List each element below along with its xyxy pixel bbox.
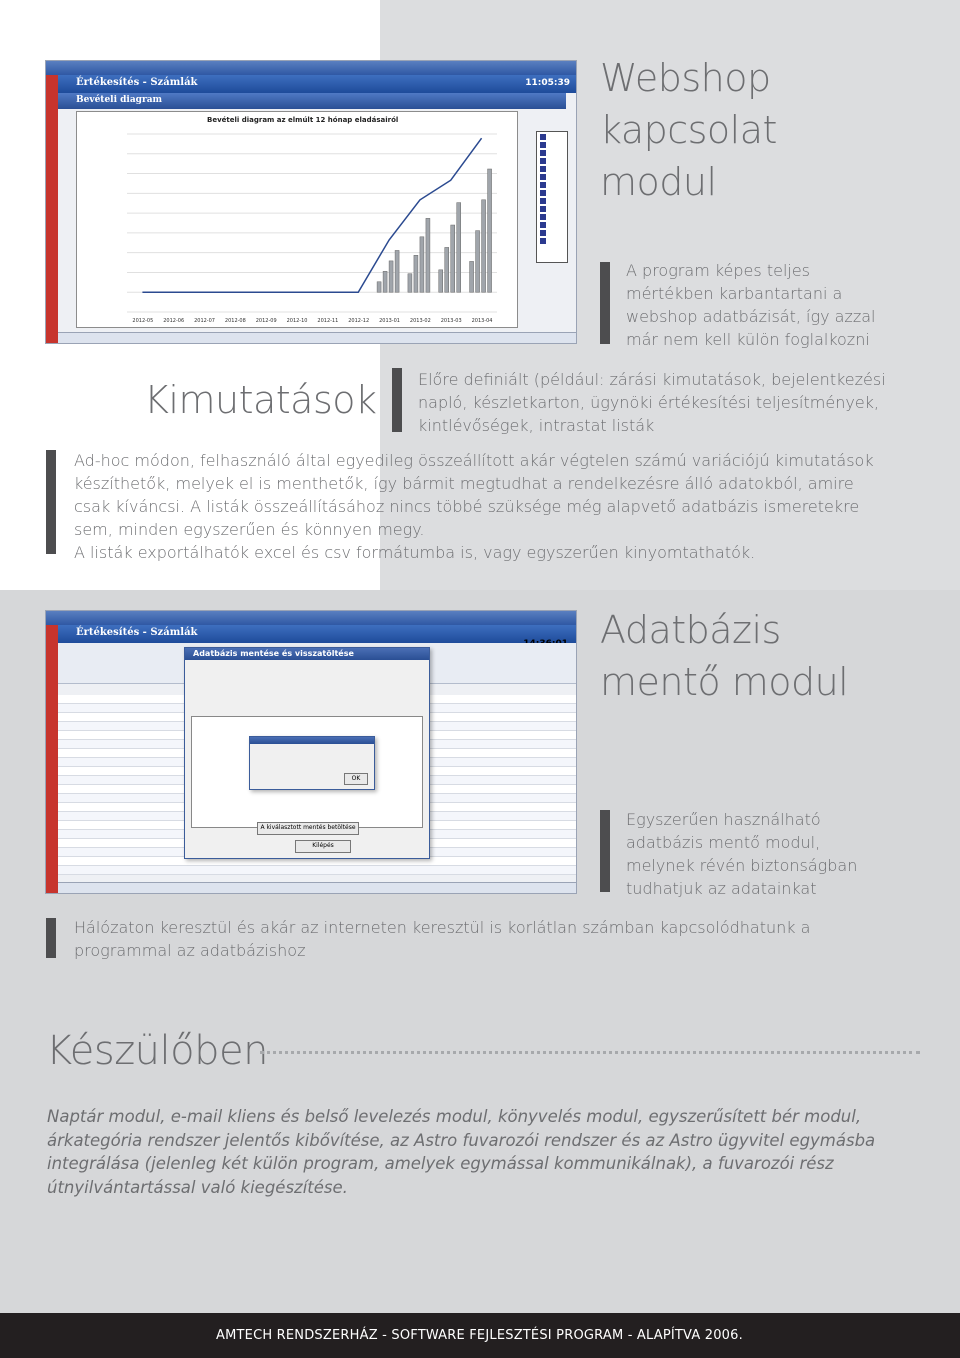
chart-title: Bevételi diagram az elmúlt 12 hónap eladásairól xyxy=(207,116,399,124)
chart-bar xyxy=(420,237,424,292)
chart-bar xyxy=(377,282,381,292)
keszulo-title: Készülőben xyxy=(46,1028,268,1074)
status-bar xyxy=(58,332,576,343)
chart-bar xyxy=(426,218,430,292)
info-dialog xyxy=(249,736,375,790)
chart-tick-label: 2013-02 xyxy=(409,318,431,324)
window-title: Értékesítés - Számlák xyxy=(76,627,198,638)
panel-header xyxy=(58,93,566,109)
chart-bar xyxy=(445,247,449,292)
chart-tick-label: 2012-07 xyxy=(194,318,215,324)
chart-tick-label: 2012-11 xyxy=(317,318,339,324)
chart-bar xyxy=(457,203,461,293)
window-banner xyxy=(58,625,576,643)
footer-bar xyxy=(0,1313,960,1358)
footer-text: AMTECH RENDSZERHÁZ - SOFTWARE FEJLESZTÉSI PROGRAM - ALAPÍTVA 2006. xyxy=(216,1328,743,1343)
window-banner xyxy=(58,75,576,93)
chart-legend xyxy=(536,131,568,263)
load-backup-button[interactable]: A kiválasztott mentés betöltése xyxy=(257,822,359,835)
chart-tick-label: 2012-10 xyxy=(286,318,308,324)
chart-bar xyxy=(439,270,443,292)
network-accent-bar xyxy=(46,918,56,958)
dialog-header xyxy=(185,648,429,660)
adatbazis-title: Adatbázis mentő modul xyxy=(600,608,849,704)
webshop-accent-bar xyxy=(600,262,610,344)
adatbazis-accent-bar xyxy=(600,810,610,892)
ok-button[interactable]: OK xyxy=(344,773,368,785)
dialog-title: Adatbázis mentése és visszatöltése xyxy=(193,649,354,658)
kimutatasok-intro: Előre definiált (például: zárási kimutatások, bejelentkezési napló, készletkarton, ügynöki értékesítési teljesítmények, kintlévőségek, intrastat listák xyxy=(418,370,886,435)
window-sidebar xyxy=(46,625,58,893)
chart-bar xyxy=(488,169,492,292)
chart-tick-label: 2013-03 xyxy=(440,318,462,324)
chart-bar xyxy=(470,261,474,292)
chart-tick-label: 2012-06 xyxy=(163,318,185,324)
webshop-description: A program képes teljes mértékben karbantartani a webshop adatbázisát, így azzal már nem kell külön foglalkozni xyxy=(626,261,876,349)
webshop-title: Webshop kapcsolat modul xyxy=(600,56,777,204)
chart-series-line xyxy=(142,138,481,292)
chart-tick-label: 2012-08 xyxy=(224,318,246,324)
kimutatasok-title: Kimutatások xyxy=(144,378,377,422)
kimutatasok-intro-bar xyxy=(392,368,402,432)
chart-tick-label: 2012-12 xyxy=(348,318,370,324)
keszulo-dotted-rule xyxy=(260,1051,920,1054)
adatbazis-description: Egyszerűen használható adatbázis mentő modul, melynek révén biztonságban tudhatjuk az adatainkat xyxy=(626,810,858,898)
backup-dialog xyxy=(184,647,430,859)
window-titlebar xyxy=(46,61,576,75)
keszulo-text: Naptár modul, e-mail kliens és belső levelezés modul, könyvelés modul, egyszerűsített bér modul, árkategória rendszer jelentős kibővítése, az Astro fuvarozói rendszer és az Astro ügyvitel egymásba integrálása (jelenleg két külön program, amelyek egymással kommunikálnak), a fuvarozói rész útnyilvántartással való kiegészítése. xyxy=(47,1107,876,1197)
chart-bar xyxy=(482,200,486,292)
chart-bar xyxy=(389,261,393,292)
chart-bar xyxy=(414,255,418,292)
chart-tick-label: 2013-01 xyxy=(379,318,400,324)
window-sidebar xyxy=(46,75,58,343)
exit-button[interactable]: Kilépés xyxy=(295,840,351,853)
kimutatasok-body: Ad-hoc módon, felhasználó által egyedileg összeállított akár végtelen számú variációjú kimutatások készíthetők, melyek el is menthetők, így bármit megtudhat a rendelkezésre álló adatokból, amire csak kíváncsi. A listák összeállításához nincs többé szüksége még alapvető adatbázis ismeretekre sem, minden egyszerűen és könnyen megy. A listák exportálhatók excel és csv formátumba is, vagy egyszerűen kinyomtathatók. xyxy=(74,451,874,562)
chart-bar xyxy=(408,274,412,292)
chart-bar xyxy=(383,271,387,292)
chart-bar xyxy=(476,231,480,293)
chart-tick-label: 2012-05 xyxy=(132,318,154,324)
screenshot-database-backup xyxy=(45,610,577,894)
chart-panel xyxy=(76,111,518,328)
clock-text: 11:05:39 xyxy=(525,78,570,88)
status-bar xyxy=(58,882,576,893)
chart-bar xyxy=(395,250,399,292)
kimutatasok-body-bar xyxy=(46,450,56,554)
network-text: Hálózaton keresztül és akár az interneten keresztül is korlátlan számban kapcsolódhatunk a programmal az adatbázishoz xyxy=(74,918,811,960)
panel-title: Bevételi diagram xyxy=(76,95,163,105)
chart-bar xyxy=(451,225,455,292)
chart-svg xyxy=(77,112,517,327)
table-row[interactable] xyxy=(58,866,576,875)
chart-tick-label: 2013-04 xyxy=(471,318,493,324)
screenshot-revenue-chart xyxy=(45,60,577,344)
chart-tick-label: 2012-09 xyxy=(255,318,277,324)
window-title: Értékesítés - Számlák xyxy=(76,77,198,88)
window-titlebar xyxy=(46,611,576,625)
